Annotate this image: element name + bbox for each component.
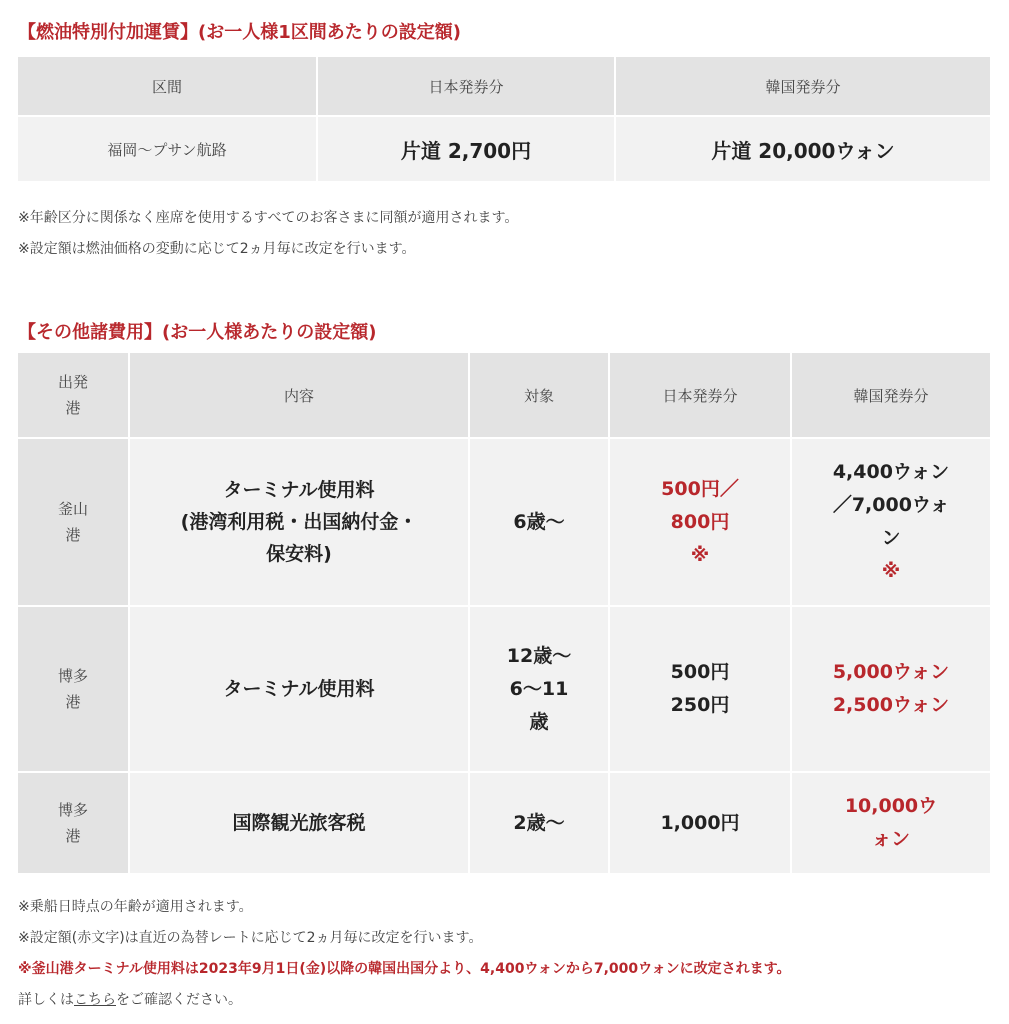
port-cell: 博多港 bbox=[18, 773, 128, 873]
target-cell: 2歳〜 bbox=[470, 773, 608, 873]
column-header-korea: 韓国発券分 bbox=[792, 353, 990, 437]
table-header-row bbox=[18, 57, 990, 115]
column-header-target: 対象 bbox=[470, 353, 608, 437]
port-cell: 博多港 bbox=[18, 607, 128, 771]
korea-price-cell: 5,000ウォン 2,500ウォン bbox=[792, 607, 990, 771]
table-row bbox=[18, 117, 990, 181]
detail-link[interactable]: こちら bbox=[74, 992, 116, 1008]
column-header-route: 区間 bbox=[18, 57, 316, 115]
table-row bbox=[18, 607, 990, 771]
target-cell: 12歳〜 6〜11歳 bbox=[470, 607, 608, 771]
column-header-korea: 韓国発券分 bbox=[616, 57, 990, 115]
fees-note-2: ※設定額(赤文字)は直近の為替レートに応じて2ヵ月毎に改定を行います。 bbox=[18, 930, 483, 946]
korea-price-cell: 4,400ウォン／7,000ウォン ※ bbox=[792, 439, 990, 605]
fuel-note-1: ※年齢区分に関係なく座席を使用するすべてのお客さまに同額が適用されます。 bbox=[18, 210, 519, 226]
column-header-japan: 日本発券分 bbox=[610, 353, 790, 437]
content-cell: 国際観光旅客税 bbox=[130, 773, 468, 873]
japan-price-cell: 1,000円 bbox=[610, 773, 790, 873]
korea-price-cell: 10,000ウォン bbox=[792, 773, 990, 873]
content-cell: ターミナル使用料 (港湾利用税・出国納付金・ 保安料) bbox=[130, 439, 468, 605]
korea-price-cell: 片道 20,000ウォン bbox=[616, 117, 990, 181]
fuel-surcharge-table bbox=[16, 55, 992, 183]
table-row bbox=[18, 773, 990, 873]
target-cell: 6歳〜 bbox=[470, 439, 608, 605]
note-mark: ※ bbox=[690, 543, 710, 566]
column-header-japan: 日本発券分 bbox=[318, 57, 614, 115]
table-row bbox=[18, 439, 990, 605]
japan-price-cell: 500円 250円 bbox=[610, 607, 790, 771]
fuel-section-title: 【燃油特別付加運賃】(お一人様1区間あたりの設定額) bbox=[18, 22, 461, 43]
column-header-port: 出発港 bbox=[18, 353, 128, 437]
content-cell: ターミナル使用料 bbox=[130, 607, 468, 771]
fees-note-3: ※釜山港ターミナル使用料は2023年9月1日(金)以降の韓国出国分より、4,400ウォンから7,000ウォンに改定されます。 bbox=[18, 961, 791, 977]
column-header-content: 内容 bbox=[130, 353, 468, 437]
japan-price-cell: 500円／800円 ※ bbox=[610, 439, 790, 605]
other-fees-table bbox=[16, 351, 992, 875]
fuel-note-2: ※設定額は燃油価格の変動に応じて2ヵ月毎に改定を行います。 bbox=[18, 241, 416, 257]
port-cell: 釜山港 bbox=[18, 439, 128, 605]
detail-note: 詳しくはこちらをご確認ください。 bbox=[18, 992, 242, 1008]
japan-price-cell: 片道 2,700円 bbox=[318, 117, 614, 181]
table-header-row bbox=[18, 353, 990, 437]
note-mark: ※ bbox=[881, 560, 901, 582]
route-cell: 福岡〜プサン航路 bbox=[18, 117, 316, 181]
fees-note-1: ※乗船日時点の年齢が適用されます。 bbox=[18, 899, 253, 915]
fees-section-title: 【その他諸費用】(お一人様あたりの設定額) bbox=[18, 322, 377, 343]
